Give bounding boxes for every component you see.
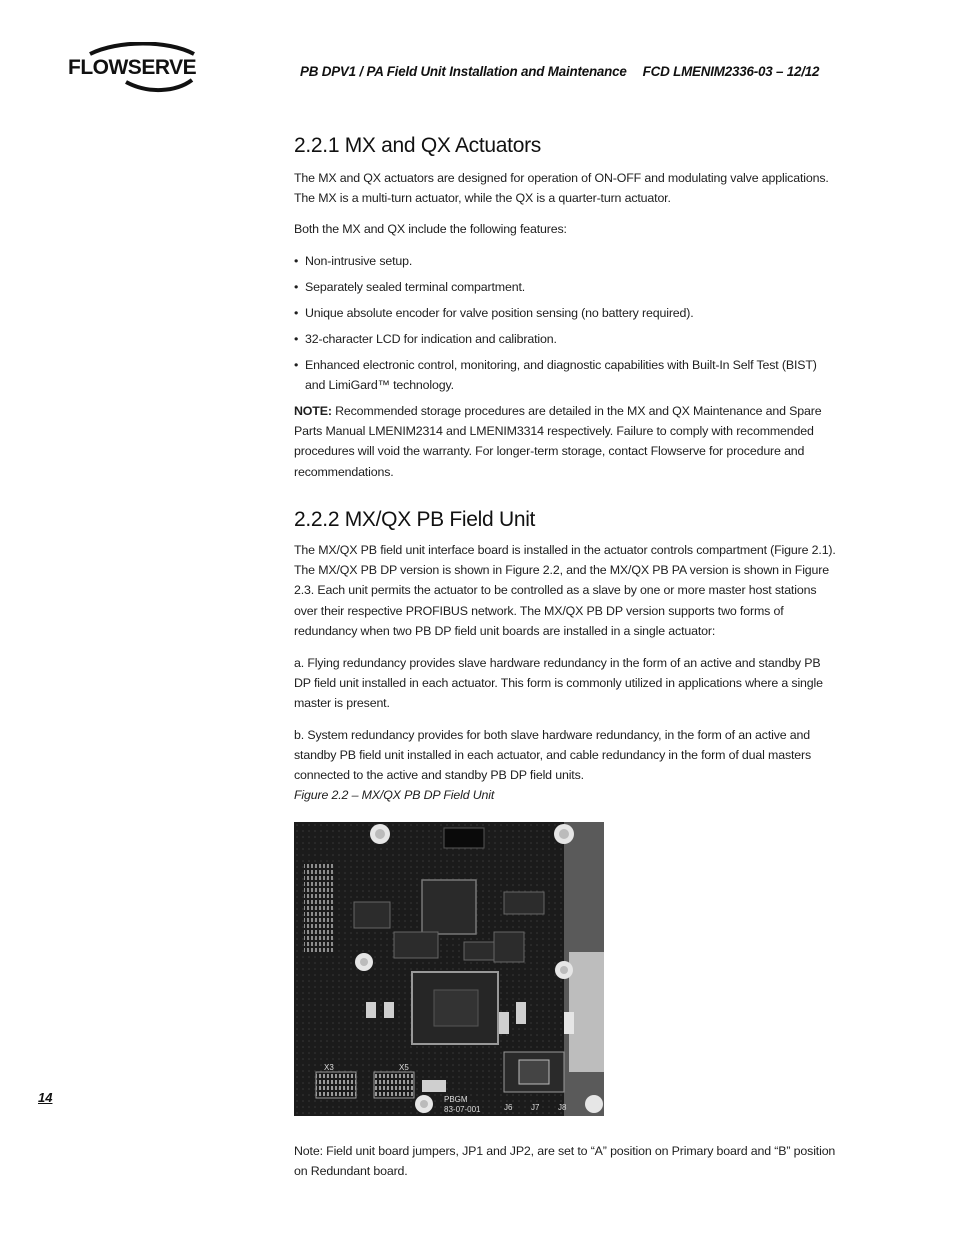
section1-features-lead: Both the MX and QX include the following features: [294,222,567,236]
flying-redundancy-paragraph: a. Flying redundancy provides slave hardware redundancy in the form of an active and standby PB DP field unit installed in each actuator. This form is commonly utilized in applications where a single master is present. [294,656,823,711]
section2-intro-paragraph: The MX/QX PB field unit interface board is installed in the actuator controls compartment (Figure 2.1). The MX/QX PB DP version is shown in Figure 2.2, and the MX/QX PB PA version is shown in Figure 2.3. Each unit permits the actuator to be controlled as a slave by one or more master host stations over their respective PROFIBUS network. The MX/QX PB DP version supports two forms of redundancy when two PB DP field unit boards are installed in a single actuator: [294,543,836,638]
label-board-code: 83-07-001 [444,1105,481,1114]
label-j6: J6 [504,1103,513,1112]
list-item: • Enhanced electronic control, monitoring, and diagnostic capabilities with Built-In Self Test (BIST) and LimiGard™ technology. [294,355,839,395]
running-header [300,64,860,79]
section-heading-mx-qx-pb-field-unit: 2.2.2 MX/QX PB Field Unit [294,508,536,531]
list-item: • Non-intrusive setup. [294,251,839,271]
list-item: • Separately sealed terminal compartment. [294,277,839,297]
storage-note [294,401,839,482]
doc-code: FCD LMENIM2336-03 – 12/12 [642,64,820,79]
note-text: Recommended storage procedures are detailed in the MX and QX Maintenance and Spare Parts Manual LMENIM2314 and LMENIM3314 respectively. Failure to comply with recommended procedures will void the warranty. For longer-term storage, contact Flowserve for procedure and recommendations. [294,404,822,479]
label-j8: J8 [558,1103,567,1112]
label-pbgm: PBGM [444,1095,468,1104]
list-item: • Unique absolute encoder for valve position sensing (no battery required). [294,303,839,323]
page-number: 14 [38,1090,53,1105]
label-x3: X3 [324,1063,334,1072]
field-unit-board-photo [294,822,604,1116]
doc-title: PB DPV1 / PA Field Unit Installation and Maintenance [300,64,627,79]
features-list [294,251,839,395]
section1-intro-paragraph: The MX and QX actuators are designed for operation of ON-OFF and modulating valve applications. The MX is a multi-turn actuator, while the QX is a quarter-turn actuator. [294,171,829,206]
logo-text: FLOWSERVE [68,56,197,79]
jumper-footnote: Note: Field unit board jumpers, JP1 and JP2, are set to “A” position on Primary board and “B” position on Redundant board. [294,1144,836,1179]
note-label: NOTE: [294,404,332,418]
system-redundancy-paragraph: b. System redundancy provides for both slave hardware redundancy, in the form of an active and standby PB field unit installed in each actuator, and cable redundancy in the form of dual masters connected to the active and standby PB DP field units. [294,728,812,783]
label-x5: X5 [399,1063,409,1072]
flowserve-logo [68,42,208,94]
circuit-board-image [294,822,604,1116]
figure-caption: Figure 2.2 – MX/QX PB DP Field Unit [294,788,495,802]
label-j7: J7 [531,1103,540,1112]
list-item: • 32-character LCD for indication and calibration. [294,329,839,349]
section-heading-mx-qx-actuators: 2.2.1 MX and QX Actuators [294,134,541,157]
